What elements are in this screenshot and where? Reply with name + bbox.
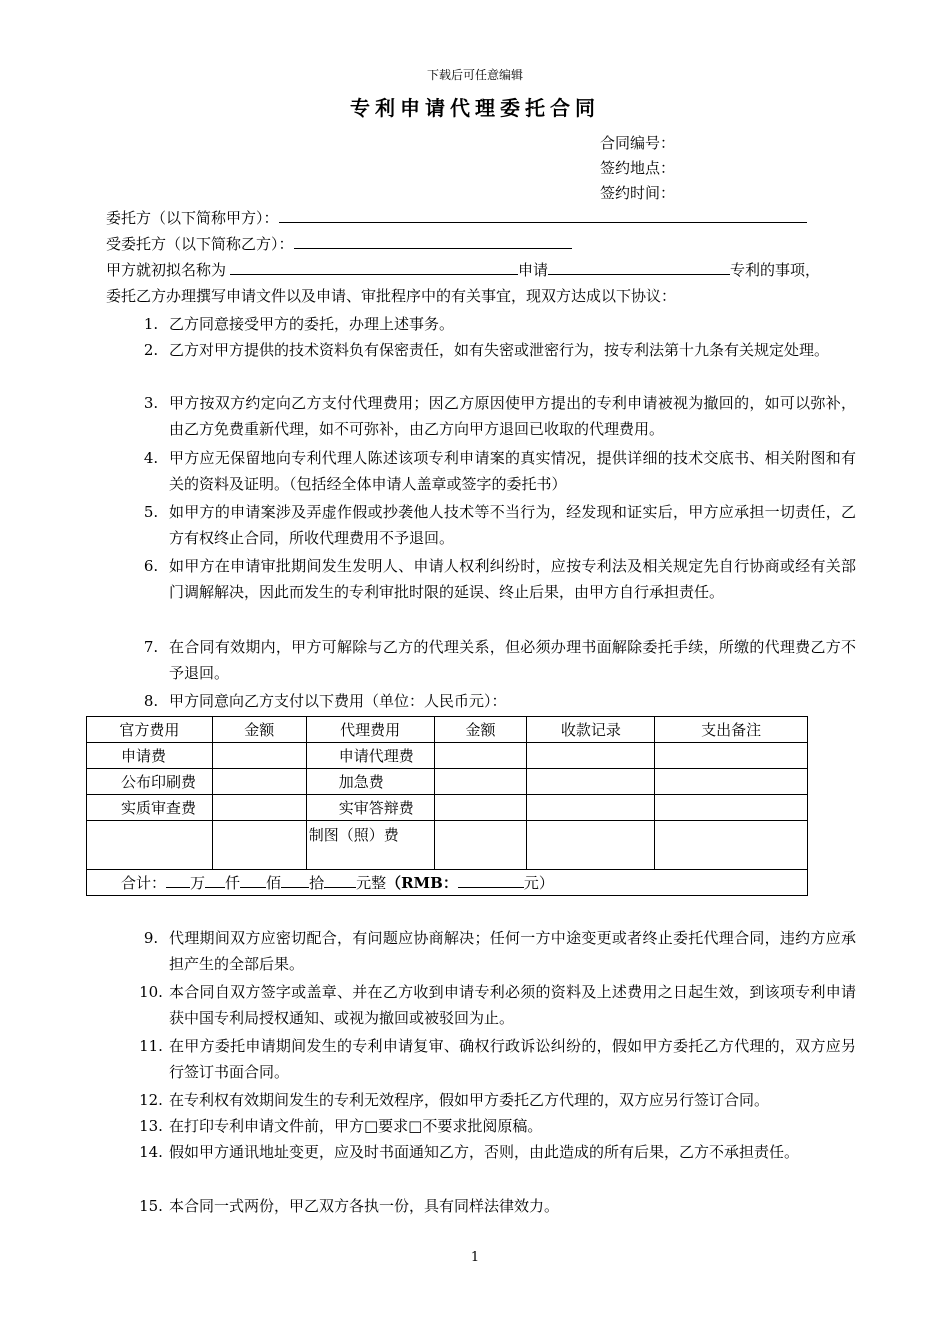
total-yuan-blank[interactable]: [324, 873, 356, 888]
header-note: 下载后可任意编辑: [426, 68, 523, 82]
receipt-cell[interactable]: [527, 743, 655, 769]
table-row: [87, 769, 808, 795]
amount-cell[interactable]: [212, 769, 306, 795]
clause-item: 5. 如甲方的申请案涉及弄虚作假或抄袭他人技术等不当行为，经发现和证实后，甲方应承担一切责任，乙方有权终止合同，所收代理费用不予退回。: [143, 503, 856, 547]
agent-blank[interactable]: [294, 234, 572, 249]
sign-place-label: 签约地点：: [600, 159, 676, 177]
receipt-cell[interactable]: [527, 821, 655, 870]
header-cell: 金额: [212, 717, 306, 743]
note-cell[interactable]: [655, 743, 808, 769]
intro-text-c: 专利的事项，: [730, 261, 821, 279]
agent-line: [106, 233, 572, 254]
total-wan-blank[interactable]: [166, 873, 190, 888]
table-header-row: [87, 717, 808, 743]
amount-cell[interactable]: [212, 743, 306, 769]
client-label: 委托方（以下简称甲方）：: [106, 209, 279, 227]
header-cell: 支出备注: [655, 717, 808, 743]
clause-item: 6. 如甲方在申请审批期间发生发明人、申请人权利纠纷时，应按专利法及相关规定先自行协商或经有关部门调解解决，因此而发生的专利审批时限的延误、终止后果，由甲方自行承担责任。: [143, 557, 856, 601]
amount-cell[interactable]: [434, 743, 527, 769]
rmb-close: 元）: [523, 874, 554, 892]
contract-number-label: 合同编号：: [600, 134, 676, 152]
total-label: 合计：: [121, 874, 167, 892]
intro-line-2: 委托乙方办理撰写申请文件以及申请、审批程序中的有关事宜，现双方达成以下协议：: [106, 287, 677, 305]
clause-item: 12. 在专利权有效期间发生的专利无效程序，假如甲方委托乙方代理的，双方应另行签订合同。: [139, 1091, 770, 1109]
amount-cell[interactable]: [434, 769, 527, 795]
clause-item: 4. 甲方应无保留地向专利代理人陈述该项专利申请案的真实情况，提供详细的技术交底书、相关附图和有关的资料及证明。（包括经全体申请人盖章或签字的委托书）: [143, 449, 856, 493]
official-fee-cell: 公布印刷费: [87, 769, 213, 795]
table-total-row: [87, 870, 808, 896]
clause-item: 14. 假如甲方通讯地址变更，应及时书面通知乙方，否则，由此造成的所有后果，乙方不承担责任。: [139, 1143, 800, 1161]
agent-label: 受委托方（以下简称乙方）：: [106, 235, 294, 253]
clause-item: 9. 代理期间双方应密切配合，有问题应协商解决；任何一方中途变更或者终止委托代理合同，违约方应承担产生的全部后果。: [143, 929, 856, 973]
table-row: [87, 743, 808, 769]
rmb-blank[interactable]: [458, 873, 524, 888]
unit-bai: 佰: [266, 874, 282, 892]
clause-item: 13. 在打印专利申请文件前，甲方□要求□不要求批阅原稿。: [139, 1117, 543, 1135]
table-row: [87, 821, 808, 870]
fee-table: [86, 716, 808, 896]
clause-item: 11. 在甲方委托申请期间发生的专利申请复审、确权行政诉讼纠纷的，假如甲方委托乙方代理的，双方应另行签订书面合同。: [139, 1037, 856, 1081]
agent-fee-cell: 申请代理费: [306, 743, 434, 769]
amount-cell[interactable]: [434, 795, 527, 821]
amount-cell[interactable]: [212, 795, 306, 821]
clause-item: 2. 乙方对甲方提供的技术资料负有保密责任，如有失密或泄密行为，按专利法第十九条有关规定处理。: [143, 341, 830, 359]
note-cell[interactable]: [655, 821, 808, 870]
clause-item: 8. 甲方同意向乙方支付以下费用（单位：人民币元）：: [143, 692, 507, 710]
note-cell[interactable]: [655, 769, 808, 795]
sign-time-label: 签约时间：: [600, 184, 676, 202]
header-cell: 金额: [434, 717, 527, 743]
agent-fee-cell: 制图（照）费: [306, 821, 434, 870]
amount-cell[interactable]: [434, 821, 527, 870]
clause-item: 10. 本合同自双方签字或盖章、并在乙方收到申请专利必须的资料及上述费用之日起生效，到该项专利申请获中国专利局授权通知、或视为撤回或被驳回为止。: [139, 983, 856, 1027]
intro-text-a: 甲方就初拟名称为: [106, 261, 227, 279]
clause-item: 7. 在合同有效期内，甲方可解除与乙方的代理关系，但必须办理书面解除委托手续，所缴的代理费乙方不予退回。: [143, 638, 856, 682]
table-row: [87, 795, 808, 821]
receipt-cell[interactable]: [527, 769, 655, 795]
intro-line-1: [106, 259, 820, 280]
patent-name-blank[interactable]: [230, 260, 518, 275]
intro-text-b: 申请: [518, 261, 549, 279]
header-cell: 收款记录: [527, 717, 655, 743]
official-fee-cell: 实质审查费: [87, 795, 213, 821]
total-bai-blank[interactable]: [240, 873, 266, 888]
receipt-cell[interactable]: [527, 795, 655, 821]
header-cell: 代理费用: [306, 717, 434, 743]
amount-cell[interactable]: [212, 821, 306, 870]
agent-fee-cell: 加急费: [306, 769, 434, 795]
agent-fee-cell: 实审答辩费: [306, 795, 434, 821]
client-line: [106, 207, 807, 228]
total-shi-blank[interactable]: [281, 873, 309, 888]
note-cell[interactable]: [655, 795, 808, 821]
document-title: 专利申请代理委托合同: [350, 96, 600, 120]
unit-yuan: 元整: [356, 874, 387, 892]
clause-item: 1. 乙方同意接受甲方的委托，办理上述事务。: [143, 315, 455, 333]
total-qian-blank[interactable]: [205, 873, 225, 888]
rmb-label: （RMB：: [386, 874, 458, 892]
header-cell: 官方费用: [87, 717, 213, 743]
clause-item: 15. 本合同一式两份，甲乙双方各执一份，具有同样法律效力。: [139, 1197, 560, 1215]
total-cell: [87, 870, 808, 896]
client-blank[interactable]: [279, 208, 807, 223]
official-fee-cell: 申请费: [87, 743, 213, 769]
unit-shi: 拾: [309, 874, 325, 892]
patent-type-blank[interactable]: [548, 260, 730, 275]
clause-item: 3. 甲方按双方约定向乙方支付代理费用；因乙方原因使甲方提出的专利申请被视为撤回的，如可以弥补，由乙方免费重新代理，如不可弥补，由乙方向甲方退回已收取的代理费用。: [143, 394, 856, 438]
official-fee-cell: [87, 821, 213, 870]
unit-wan: 万: [190, 874, 206, 892]
page-number: 1: [470, 1250, 480, 1265]
unit-qian: 仟: [225, 874, 241, 892]
